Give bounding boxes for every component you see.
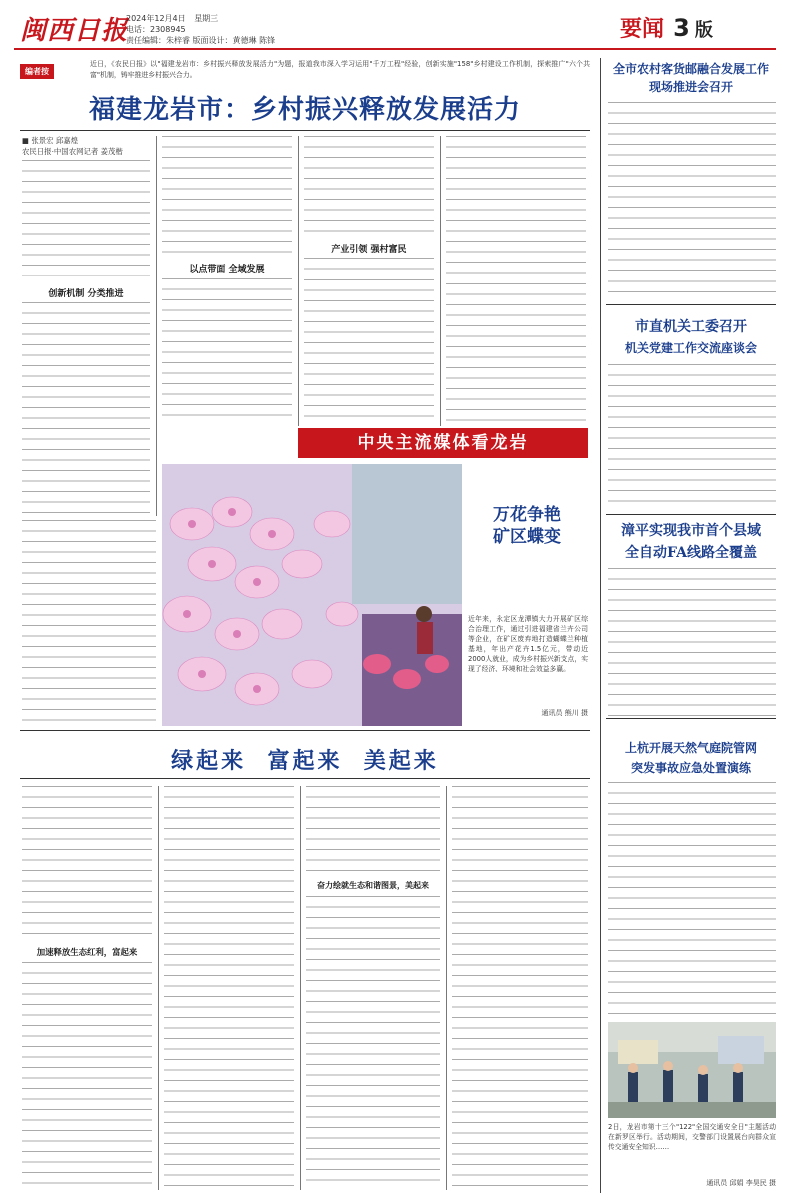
right-story-2-title-line1: 市直机关工委召开	[635, 319, 747, 335]
lead-body-col1b	[22, 302, 150, 514]
right-photo-caption: 2日，龙岩市第十三个"122"全国交通安全日"主题活动在新罗区举行。活动期间，交警部门设置展台向群众宣传交通安全知识……	[608, 1123, 776, 1151]
lead-body-col4	[446, 136, 586, 426]
issue-weekday: 星期三	[194, 14, 219, 23]
paper-logo: 闽西日报	[20, 16, 129, 46]
editor-credits: 责任编辑：朱梓睿 版面设计：黄德琳 陈锋	[126, 36, 276, 45]
right-story-3-body	[608, 568, 776, 716]
editor-note	[20, 58, 590, 84]
subhead-ecology: 加速释放生态红利，富起来	[36, 947, 138, 957]
right-story-1-body	[608, 102, 776, 298]
right-story-4-body	[608, 782, 776, 1014]
editor-note-text: 近日，《农民日报》以"福建龙岩市：乡村振兴释放发展活力"为题，报道我市深入学习运用"千万工程"经验，创新实施"158"乡村建设工作机制，探索推广"六个共富"机制，铸牢推进乡村振兴合力。	[90, 60, 590, 79]
right-story-4-title-line2: 突发事故应急处置演练	[630, 761, 751, 775]
subhead-harmony: 奋力绘就生态和谐图景，美起来	[317, 881, 429, 890]
lower-body-col3b	[306, 896, 440, 1190]
lead-body-col3a	[304, 136, 434, 236]
right-story-4-title-line1: 上杭开展天然气庭院管网	[624, 741, 757, 755]
lower-body-col1a	[22, 786, 152, 942]
lower-headline: 绿起来 富起来 美起来	[171, 748, 439, 774]
page-number: 3	[673, 14, 690, 42]
photo-caption-box	[464, 464, 590, 726]
byline-reporter: 农民日报·中国农网记者 姜茂楷	[22, 146, 123, 156]
right-story-1-title	[606, 60, 776, 96]
right-story-1-title-line1: 全市农村客货邮融合发展工作	[612, 62, 769, 76]
section-name: 要闻	[620, 16, 665, 42]
lead-body-col1c	[22, 520, 156, 726]
page-suffix: 版	[694, 20, 713, 41]
contact-phone: 电话：2308945	[126, 25, 186, 34]
masthead	[0, 0, 790, 60]
right-story-2-title-line2: 机关党建工作交流座谈会	[624, 341, 757, 355]
main-headline: 福建龙岩市：乡村振兴释放发展活力	[88, 95, 521, 125]
editor-note-tag: 编者按	[20, 64, 54, 79]
right-story-1-title-line2: 现场推进会召开	[648, 80, 733, 94]
right-story-2-body	[608, 364, 776, 510]
subhead-innovate: 创新机制 分类推进	[48, 289, 124, 299]
orchid-photo	[162, 464, 462, 726]
lower-body-col1b	[22, 962, 152, 1190]
byline-authors: ■ 张景宏 邱嘉煌	[22, 136, 79, 145]
lower-body-col3a	[306, 786, 440, 876]
right-story-3-title-line1: 漳平实现我市首个县域	[621, 523, 761, 539]
lead-body-col2a	[162, 136, 292, 256]
subhead-industry: 产业引领 强村富民	[331, 245, 407, 255]
photo-credit: 通讯员 熊川 摄	[541, 709, 588, 717]
subhead-points: 以点带面 全域发展	[189, 265, 265, 275]
orchid-illustration	[162, 464, 462, 726]
section-banner: 中央主流媒体看龙岩	[298, 428, 588, 458]
right-photo-credit: 通讯员 邱娟 李昊民 摄	[706, 1179, 776, 1187]
lead-body-col2b	[162, 278, 292, 424]
issue-date: 2024年12月4日	[126, 14, 186, 23]
lead-body-col3b	[304, 258, 434, 426]
traffic-day-illustration	[608, 1022, 776, 1118]
right-story-3-title-line2: 全自动FA线路全覆盖	[625, 545, 757, 561]
lower-body-col4	[452, 786, 588, 1190]
right-story-2-title	[606, 316, 776, 358]
photo-title-line1: 万花争艳	[493, 505, 561, 525]
photo-title-line2: 矿区蝶变	[493, 527, 561, 547]
right-story-4-title	[606, 738, 776, 778]
lead-body-col1a	[22, 160, 150, 276]
traffic-day-photo	[608, 1022, 776, 1118]
right-story-3-title	[606, 520, 776, 564]
byline	[22, 136, 152, 157]
photo-caption: 近年来，永定区龙潭镇大力开展矿区综合治理工作，通过引进福建省兰卉公司等企业，在矿区废弃地打造蝴蝶兰种植基地，年出产花卉1.5亿元，带动近2000人就业，成为乡村振兴新支点，实现了经济、环境和社会效益多赢。	[468, 615, 588, 673]
lower-body-col2	[164, 786, 294, 1190]
